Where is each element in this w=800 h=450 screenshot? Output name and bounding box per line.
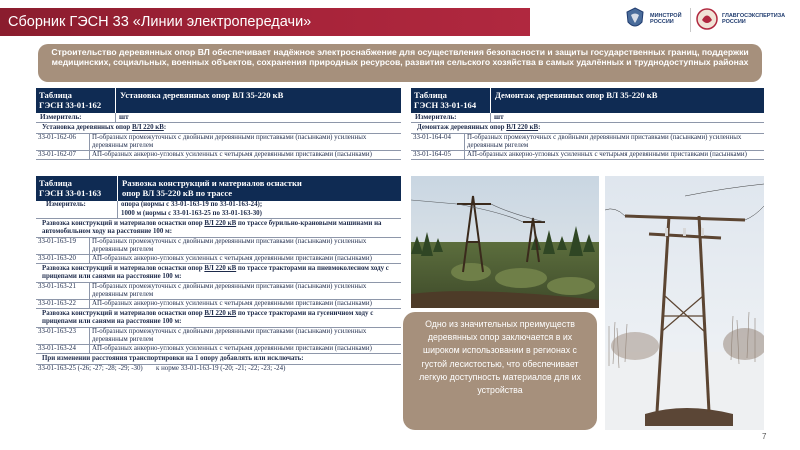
- glavgosexpertiza-logo: [696, 6, 786, 32]
- page-number: 7: [762, 432, 767, 441]
- row-desc: П-образных промежуточных с двойными деревянными приставками (пасынками) усиленных деревянным ригелем: [92, 238, 367, 253]
- row-code: 33-01-163-24: [36, 345, 90, 353]
- footer-heading: При изменении расстояния транспортировки на 1 опору добавлять или исключать:: [36, 354, 401, 365]
- row-code: 33-01-163-19: [36, 238, 90, 254]
- table-title: Демонтаж деревянных опор ВЛ 35-220 кВ: [495, 90, 658, 100]
- row-code: 33-01-164-05: [411, 151, 465, 159]
- section-heading: [36, 309, 401, 328]
- table-gesn-33-01-164: [411, 88, 764, 160]
- measure-row: [36, 113, 401, 123]
- section-heading-suffix: по трассе тракторами на гусеничном ходу с прицепами или санями на расстояние 100 м:: [42, 310, 374, 325]
- table-title: Установка деревянных опор ВЛ 35-220 кВ: [120, 90, 284, 100]
- table-row: [411, 151, 764, 160]
- table-gesn-33-01-163: [36, 176, 401, 373]
- row-desc: П-образных промежуточных с двойными деревянными приставками (пасынками) усиленных деревянным ригелем: [92, 283, 367, 298]
- measure-row: [36, 201, 401, 219]
- row-desc: АП-образных анкерно-угловых усиленных с четырьмя деревянными приставками (пасынками): [92, 255, 372, 262]
- row-desc: П-образных промежуточных с двойными деревянными приставками (пасынками) усиленных деревянным ригелем: [92, 328, 367, 343]
- section-heading-link[interactable]: ВЛ 220 кВ: [204, 310, 237, 317]
- row-desc: АП-образных анкерно-угловых усиленных с четырьмя деревянными приставками (пасынками): [467, 151, 747, 158]
- photo-summer-image: [411, 176, 599, 308]
- section-heading-link[interactable]: ВЛ 220 кВ: [506, 124, 539, 131]
- measure-label: Измеритель:: [411, 113, 491, 122]
- measure-value: [118, 201, 265, 218]
- section-heading-suffix: :: [163, 124, 167, 131]
- section-heading: [36, 219, 401, 238]
- section-heading: [411, 123, 764, 134]
- table-row: [411, 134, 764, 151]
- photo-summer-towers: [411, 176, 599, 308]
- table-row: [36, 238, 401, 255]
- section-heading-suffix: по трассе бурильно-крановыми машинами на автомобильном ходу на расстояние 100 м:: [42, 220, 382, 235]
- section-heading-link[interactable]: ВЛ 220 кВ: [204, 220, 237, 227]
- section-heading-text: Развозка конструкций и материалов оснастки опор: [42, 310, 205, 317]
- table-code-label: Таблица: [39, 90, 72, 100]
- measure-value-2: 1000 м (нормы с 33-01-163-25 по 33-01-163-30): [121, 209, 262, 217]
- row-desc: П-образных промежуточных с двойными деревянными приставками (пасынками) усиленных деревянным ригелем: [467, 134, 742, 149]
- row-code: 33-01-163-23: [36, 328, 90, 344]
- table-code-cell: [36, 176, 118, 201]
- table-code-cell: [36, 88, 116, 113]
- table-row: [36, 328, 401, 345]
- row-code: 33-01-164-04: [411, 134, 465, 150]
- emblem-icon: [624, 6, 646, 32]
- section-heading-text: Демонтаж деревянных опор: [417, 124, 507, 131]
- measure-value: шт: [494, 113, 504, 121]
- row-desc: к норме 33-01-163-19 (-20; -21; -22; -23; -24): [156, 365, 286, 372]
- section-heading-text: Установка деревянных опор: [42, 124, 132, 131]
- section-heading-suffix: по трассе тракторами на пневмоколесном ходу с прицепами или санями на расстояние 100 м:: [42, 265, 389, 280]
- table-code: ГЭСН 33-01-163: [39, 188, 102, 198]
- table-row: [36, 365, 401, 373]
- section-heading: [36, 123, 401, 134]
- row-desc: АП-образных анкерно-угловых усиленных с четырьмя деревянными приставками (пасынками): [92, 300, 372, 307]
- section-heading: [36, 264, 401, 283]
- expertiza-icon: [696, 6, 718, 32]
- table-row: [36, 300, 401, 309]
- table-code-cell: [411, 88, 491, 113]
- logo1-text: МИНСТРОЙ РОССИИ: [650, 12, 682, 25]
- measure-value-1: опора (нормы с 33-01-163-19 по 33-01-163-24);: [121, 201, 263, 208]
- row-desc: АП-образных анкерно-угловых усиленных с четырьмя деревянными приставками (пасынками): [92, 151, 372, 158]
- row-code: 33-01-163-20: [36, 255, 90, 263]
- table-title: Развозка конструкций и материалов оснастки опор ВЛ 35-220 кВ по трассе: [122, 178, 302, 198]
- table-row: [36, 134, 401, 151]
- measure-row: [411, 113, 764, 123]
- table-row: [36, 151, 401, 160]
- table-code: ГЭСН 33-01-164: [414, 100, 477, 110]
- table-code-label: Таблица: [414, 90, 447, 100]
- table-header: [36, 88, 401, 113]
- measure-label: Измеритель:: [36, 113, 116, 122]
- header: [0, 0, 800, 40]
- photo-winter-tower: [605, 176, 764, 430]
- measure-label: Измеритель:: [36, 201, 118, 218]
- table-row: [36, 345, 401, 354]
- callout-advantage: Одно из значительных преимуществ деревянных опор заключается в их широком использовании в регионах с густой лесистостью, что обеспечивает легкую доступность материалов для их устройства: [403, 312, 597, 430]
- table-header: [36, 176, 401, 201]
- logo2-text: ГЛАВГОСЭКСПЕРТИЗА РОССИИ: [722, 12, 786, 25]
- table-gesn-33-01-162: [36, 88, 401, 160]
- photo-winter-image: [605, 176, 764, 430]
- row-code: 33-01-163-22: [36, 300, 90, 308]
- row-desc: П-образных промежуточных с двойными деревянными приставками (пасынками) усиленных деревянным ригелем: [92, 134, 367, 149]
- table-code: ГЭСН 33-01-162: [39, 100, 102, 110]
- page-title: Сборник ГЭСН 33 «Линии электропередачи»: [0, 8, 530, 36]
- section-heading-text: Развозка конструкций и материалов оснастки опор: [42, 265, 205, 272]
- row-code: 33-01-163-25 (-26; -27; -28; -29; -30): [38, 365, 143, 372]
- row-code: 33-01-162-06: [36, 134, 90, 150]
- table-code-label: Таблица: [39, 178, 72, 188]
- intro-banner: Строительство деревянных опор ВЛ обеспечивает надёжное электроснабжение для осуществления безопасности и защиты государственных границ, поддержки медицинских, социальных, военных объектов, сохранения природных ресурсов, развития сельского хозяйства в самых удалённых и труднодоступных районах: [38, 44, 762, 82]
- section-heading-suffix: :: [538, 124, 541, 131]
- row-desc: АП-образных анкерно-угловых усиленных с четырьмя деревянными приставками (пасынками): [92, 345, 372, 352]
- table-row: [36, 283, 401, 300]
- row-code: 33-01-163-21: [36, 283, 90, 299]
- row-code: 33-01-162-07: [36, 151, 90, 159]
- section-heading-link[interactable]: ВЛ 220 кВ: [131, 124, 164, 131]
- section-heading-link[interactable]: ВЛ 220 кВ: [204, 265, 237, 272]
- section-heading-text: Развозка конструкций и материалов оснастки опор: [42, 220, 205, 227]
- table-header: [411, 88, 764, 113]
- table-row: [36, 255, 401, 264]
- minstroy-logo: [624, 6, 706, 32]
- logo-divider: [690, 8, 691, 32]
- measure-value: шт: [119, 113, 129, 121]
